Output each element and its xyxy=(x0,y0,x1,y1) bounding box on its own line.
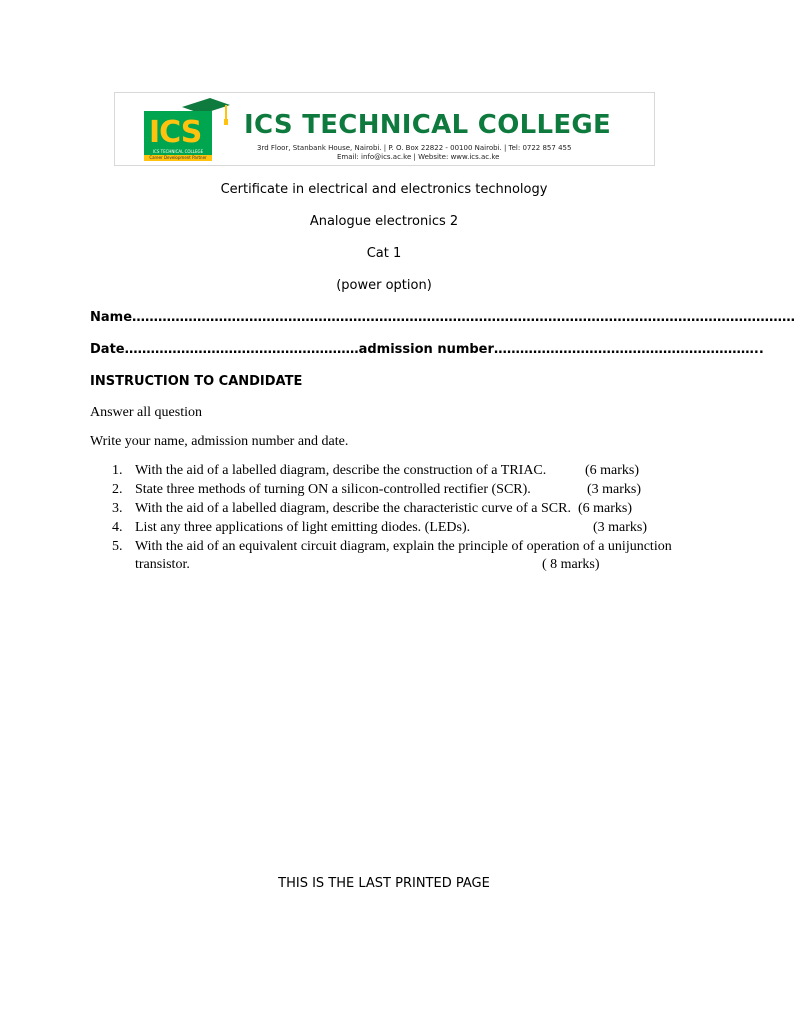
date-admission-field: Date………………………………………………admission number…………………………………………………….. xyxy=(90,342,764,357)
name-field: Name……………………………………………………………………………………………………………………………………… xyxy=(90,310,795,325)
logo-initials: ICS xyxy=(149,115,202,150)
question-item xyxy=(112,463,546,479)
option-title: (power option) xyxy=(336,278,432,293)
question-text: With the aid of a labelled diagram, describe the characteristic curve of a SCR. xyxy=(135,501,571,516)
question-number: 5. xyxy=(112,539,123,554)
question-item xyxy=(112,520,470,536)
question-number: 3. xyxy=(112,501,123,516)
last-page-notice: THIS IS THE LAST PRINTED PAGE xyxy=(278,876,490,891)
question-number: 1. xyxy=(112,463,123,478)
question-marks: ( 8 marks) xyxy=(542,557,600,572)
instruction-line-2: Write your name, admission number and date. xyxy=(90,434,349,449)
question-marks: (3 marks) xyxy=(587,482,642,497)
question-text: With the aid of a labelled diagram, describe the construction of a TRIAC. xyxy=(135,463,547,478)
question-marks: (6 marks) xyxy=(585,463,640,478)
question-marks: (3 marks) xyxy=(593,520,648,535)
contact-line: Email: info@ics.ac.ke | Website: www.ics.ac.ke xyxy=(337,153,500,161)
question-marks: (6 marks) xyxy=(578,501,633,516)
question-item xyxy=(112,501,571,517)
cat-title: Cat 1 xyxy=(366,246,402,261)
certificate-title: Certificate in electrical and electronics technology xyxy=(220,182,548,197)
course-title: Analogue electronics 2 xyxy=(309,214,459,229)
question-item xyxy=(112,482,531,498)
question-item xyxy=(112,539,672,555)
college-banner xyxy=(114,92,655,166)
instruction-heading: INSTRUCTION TO CANDIDATE xyxy=(90,374,303,389)
college-logo xyxy=(142,97,230,163)
logo-tagline: Career Development Partner xyxy=(144,155,212,161)
question-text: State three methods of turning ON a silicon-controlled rectifier (SCR). xyxy=(135,482,531,497)
logo-caption: ICS TECHNICAL COLLEGE xyxy=(152,149,204,154)
question-text: List any three applications of light emitting diodes. (LEDs). xyxy=(135,520,471,535)
address-line: 3rd Floor, Stanbank House, Nairobi. | P. O. Box 22822 - 00100 Nairobi. | Tel: 0722 857 455 xyxy=(257,144,572,152)
question-number: 2. xyxy=(112,482,123,497)
question-text: With the aid of an equivalent circuit diagram, explain the principle of operation of a unijunction xyxy=(135,539,672,554)
college-name: ICS TECHNICAL COLLEGE xyxy=(244,110,612,140)
question-text-continued: transistor. xyxy=(135,557,190,572)
instruction-line-1: Answer all question xyxy=(90,405,202,420)
question-number: 4. xyxy=(112,520,123,535)
